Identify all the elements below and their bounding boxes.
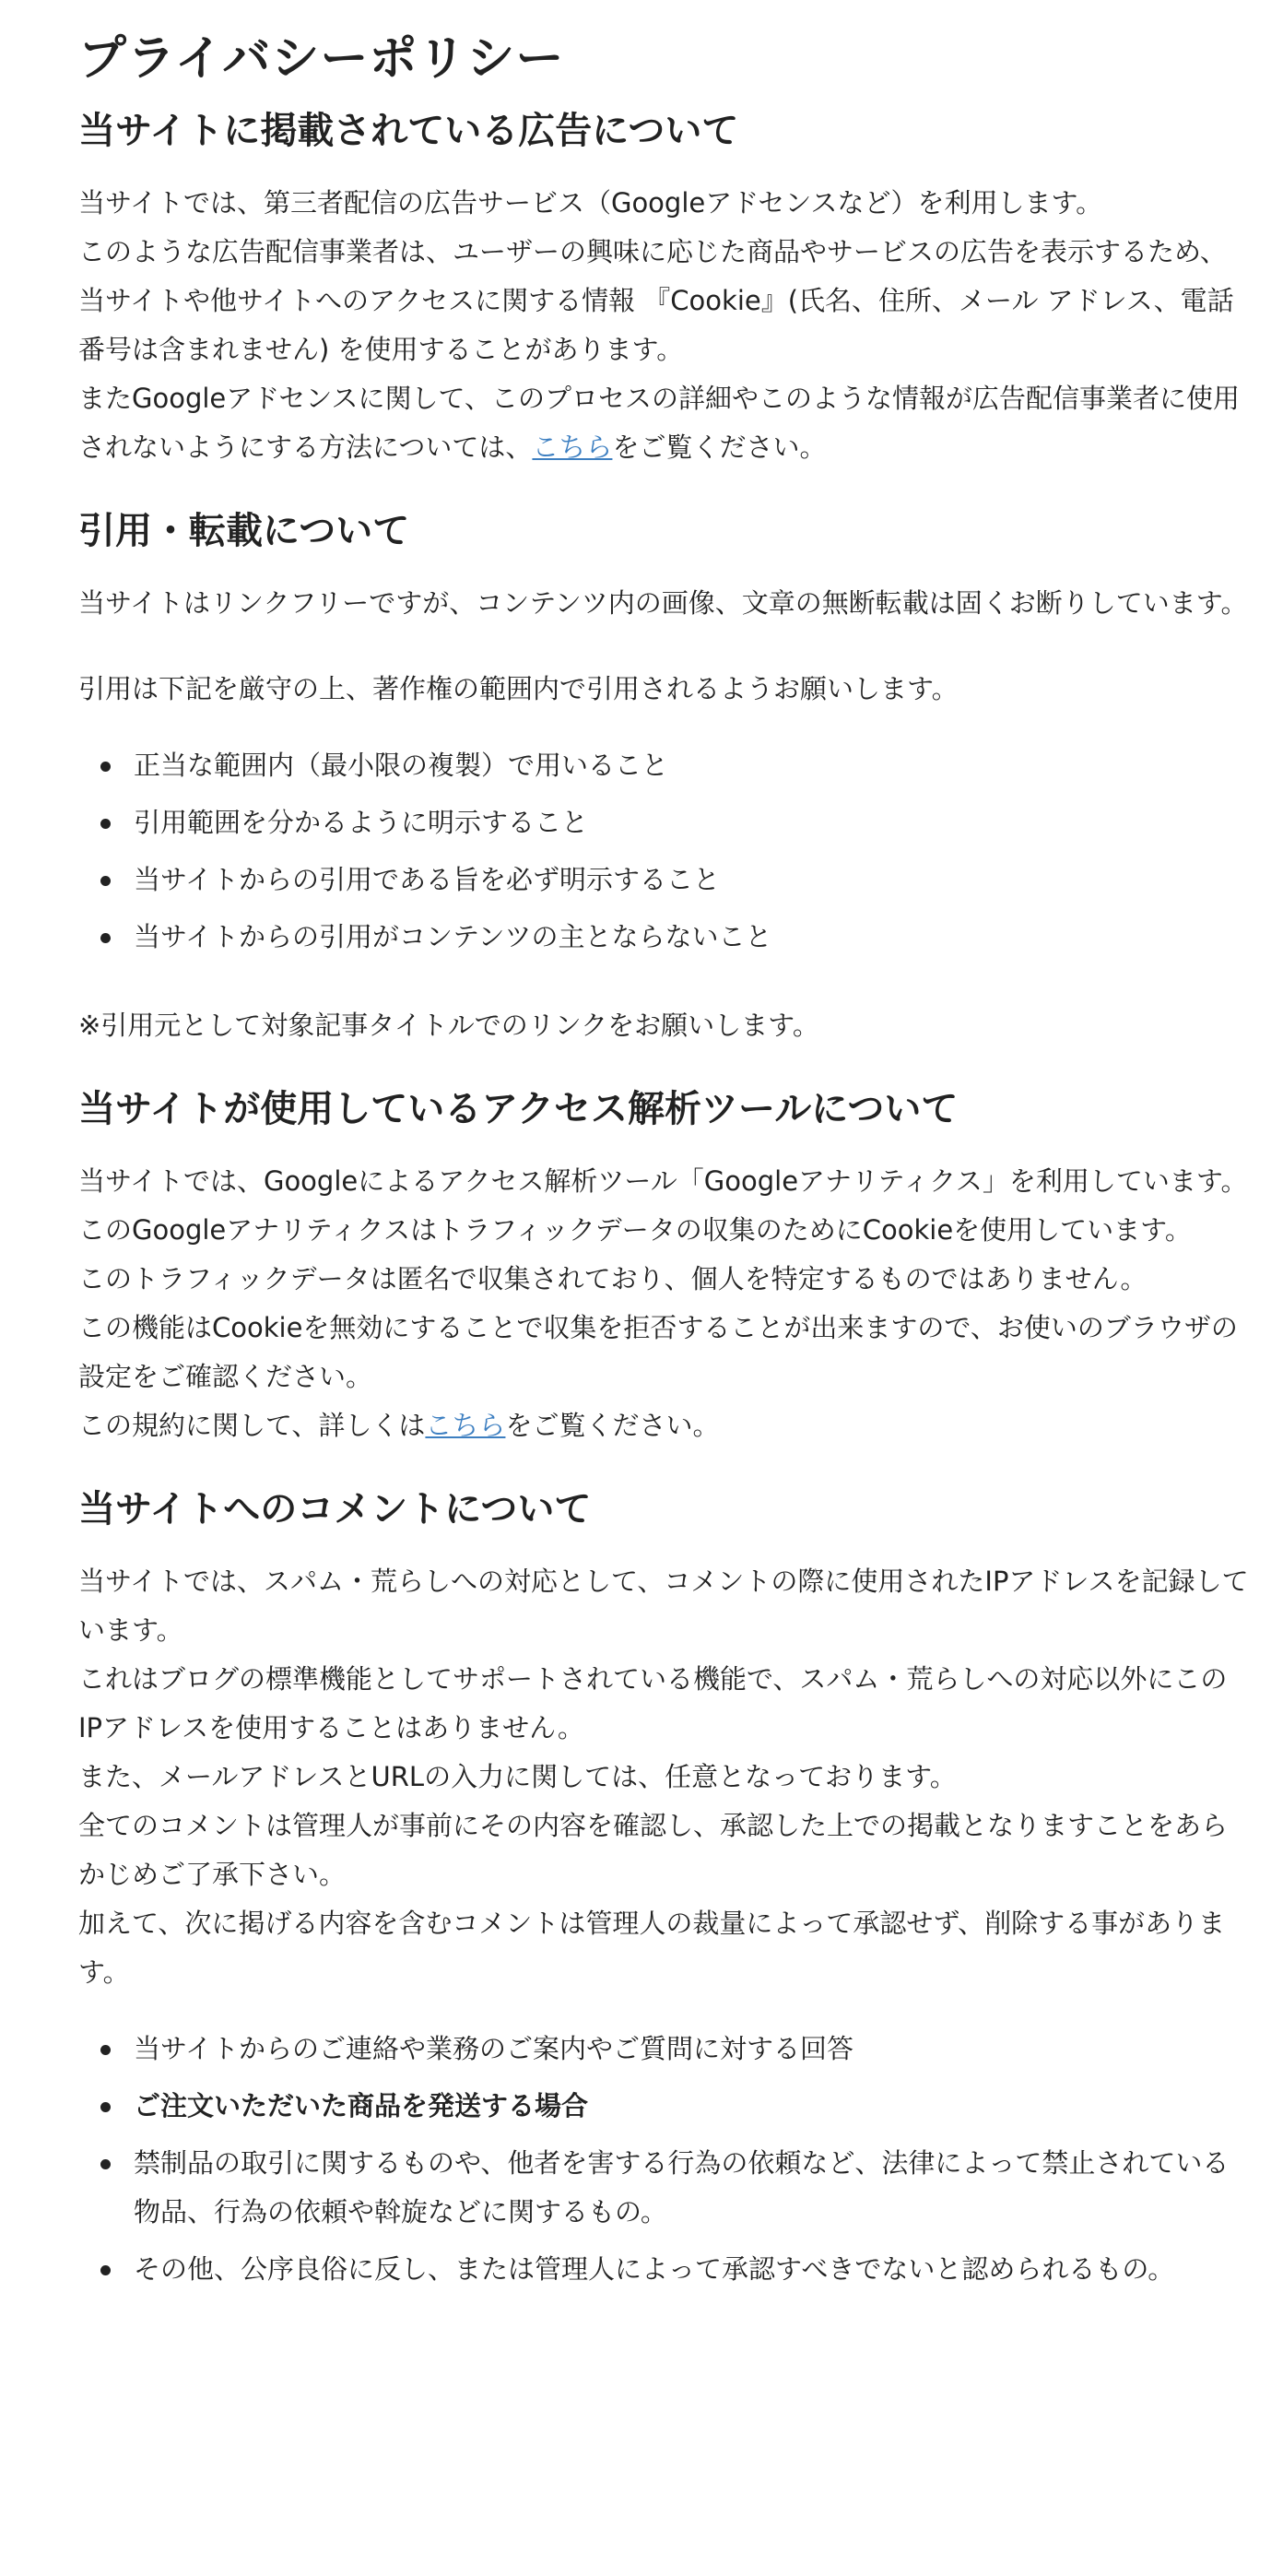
section-quote: [78, 503, 1250, 1050]
section-analytics: [78, 1081, 1250, 1450]
section-heading-quote: 引用・転載について: [78, 510, 410, 552]
list-item: 引用範囲を分かるように明示すること: [134, 798, 1250, 847]
list-item: 禁制品の取引に関するものや、他者を害する行為の依頼など、法律によって禁止されている物品、行為の依頼や斡旋などに関するもの。: [134, 2139, 1250, 2237]
analytics-paragraph-1: 当サイトでは、Googleによるアクセス解析ツール「Googleアナリティクス」を利用しています。: [78, 1165, 1248, 1197]
comments-paragraph-4: 全てのコメントは管理人が事前にその内容を確認し、承認した上での掲載となりますことをあらかじめご了承下さい。: [78, 1810, 1229, 1890]
analytics-terms-link[interactable]: こちら: [425, 1410, 506, 1441]
ads-paragraph-3-suffix: をご覧ください。: [612, 431, 827, 463]
analytics-paragraph-5: [78, 1401, 1250, 1450]
section-heading-ads: 当サイトに掲載されている広告について: [78, 110, 739, 152]
ads-paragraph-3-text: またGoogleアドセンスに関して、このプロセスの詳細やこのような情報が広告配信事業者に使用されないようにする方法については、: [78, 383, 1240, 463]
quote-note-block: [78, 1001, 1250, 1050]
list-item: 当サイトからの引用がコンテンツの主とならないこと: [134, 913, 1250, 962]
section-heading-analytics: 当サイトが使用しているアクセス解析ツールについて: [78, 1088, 959, 1130]
analytics-paragraph-2: このGoogleアナリティクスはトラフィックデータの収集のためにCookieを使用しています。: [78, 1214, 1192, 1246]
quote-paragraph-2: 引用は下記を厳守の上、著作権の範囲内で引用されるようお願いします。: [78, 673, 959, 704]
comments-paragraph-2: これはブログの標準機能としてサポートされている機能で、スパム・荒らしへの対応以外にこのIPアドレスを使用することはありません。: [78, 1663, 1228, 1743]
comments-rules-list-wrap: [78, 1997, 1250, 2334]
ads-body: [78, 179, 1250, 472]
comments-paragraph-5: 加えて、次に掲げる内容を含むコメントは管理人の裁量によって承認せず、削除する事があります。: [78, 1908, 1226, 1988]
comments-paragraph-3: また、メールアドレスとURLの入力に関しては、任意となっております。: [78, 1761, 957, 1792]
list-item: ご注文いただいた商品を発送する場合: [134, 2082, 1250, 2131]
quote-rules-list-wrap: [78, 714, 1250, 1001]
ads-paragraph-2: このような広告配信事業者は、ユーザーの興味に応じた商品やサービスの広告を表示するため、当サイトや他サイトへのアクセスに関する情報 『Cookie』(氏名、住所、メール アドレス、電話番号は含まれません) を使用することがあります。: [78, 236, 1234, 365]
list-item: 正当な範囲内（最小限の複製）で用いること: [134, 741, 1250, 790]
comments-rules-list: [78, 2025, 1250, 2294]
section-ads: [78, 103, 1250, 472]
list-item: 当サイトからのご連絡や業務のご案内やご質問に対する回答: [134, 2025, 1250, 2074]
list-item: 当サイトからの引用である旨を必ず明示すること: [134, 856, 1250, 904]
quote-rules-list: [78, 741, 1250, 962]
quote-paragraph-1: 当サイトはリンクフリーですが、コンテンツ内の画像、文章の無断転載は固くお断りしています。: [78, 587, 1248, 619]
ads-paragraph-1: 当サイトでは、第三者配信の広告サービス（Googleアドセンスなど）を利用します。: [78, 187, 1103, 219]
section-heading-comments: 当サイトへのコメントについて: [78, 1488, 592, 1530]
analytics-body: [78, 1157, 1250, 1450]
adsense-details-link[interactable]: こちら: [532, 431, 613, 463]
ads-paragraph-3: [78, 374, 1250, 472]
section-comments: [78, 1482, 1250, 2334]
page-title: プライバシーポリシー: [78, 31, 565, 87]
analytics-paragraph-5-suffix: をご覧ください。: [505, 1410, 720, 1441]
list-item: その他、公序良俗に反し、または管理人によって承認すべきでないと認められるもの。: [134, 2245, 1250, 2294]
analytics-paragraph-3: このトラフィックデータは匿名で収集されており、個人を特定するものではありません。: [78, 1263, 1148, 1294]
analytics-paragraph-5-text: この規約に関して、詳しくは: [78, 1410, 426, 1441]
analytics-paragraph-4: この機能はCookieを無効にすることで収集を拒否することが出来ますので、お使いのブラウザの設定をご確認ください。: [78, 1312, 1238, 1392]
spacer: [78, 628, 1250, 665]
quote-note: ※引用元として対象記事タイトルでのリンクをお願いします。: [78, 1010, 819, 1041]
comments-paragraph-1: 当サイトでは、スパム・荒らしへの対応として、コメントの際に使用されたIPアドレスを記録しています。: [78, 1566, 1249, 1646]
